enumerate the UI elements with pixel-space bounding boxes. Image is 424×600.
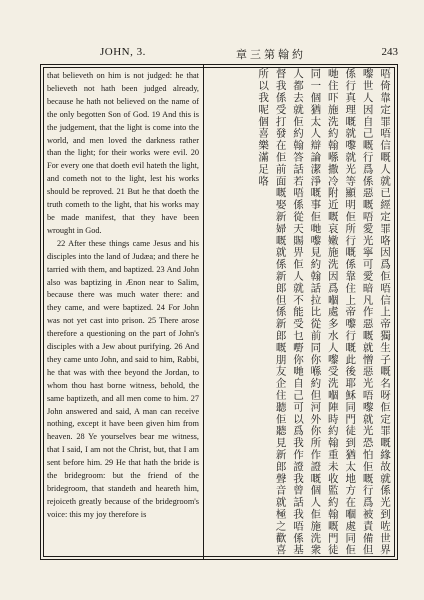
book-chapter-header: JOHN, 3. (100, 46, 146, 58)
chinese-chapter-header: 章三第翰約 (236, 49, 306, 61)
column-divider (203, 65, 204, 559)
english-paragraph-2: 22 After these things came Jesus and his disciples into the land of Judæa; and there he tarried with them, and baptized. 23 And John also was baptizing in Ænon near to Salim, because there was much water there: and they came, and were baptized. 24 For John was not yet cast into prison. 25 There arose therefore a questioning on the part of John's disciples with a Jew about purifying. 26 And they came unto John, and said to him, Rabbi, he that was with thee beyond the Jordan, to whom thou hast borne witness, behold, the same baptizeth, and all men come to him. 27 John answered and said, A man can receive nothing, except it have been given him from heaven. 28 Ye yourselves bear me witness, that I said, I am not the Christ, but, that I am sent before him. 29 He that hath the bride is the bridegroom: but the friend of the bridegroom, that standeth and heareth him, rejoiceth greatly because of the bridegroom's voice: this my joy therefore is (47, 238, 199, 519)
english-column (47, 70, 199, 522)
chinese-column (209, 68, 393, 556)
english-paragraph-1: that believeth on him is not judged: he that believeth not hath been judged already, because he hath not believed on the name of the only begotten Son of God. 19 And this is the judgement, that the light is come into the world, and men loved the darkness rather than the light; for their works were evil. 20 For every one that doeth evil hateth the light, and cometh not to the light, lest his works should be reproved. 21 But he that doeth the truth cometh to the light, that his works may be made manifest, that they have been wrought in God. (47, 71, 199, 235)
page-header (40, 46, 398, 62)
text-frame (40, 64, 398, 560)
chinese-vertical-text: 唔倚靠定罪唔信嘅人就已經定罪咯因爲佢唔信上帝獨生子嘅名呀佢定罪嘅緣故就係光到咗世界嚟世人因自己嘅行爲係惡嘅唔愛光寧可愛暗凡作惡嘅就憎惡光唔嚟就光恐怕佢嘅行爲被責備但係行真理嘅就嚟就光等顯明佢所行嘅係靠住上帝嚟行嘅此後耶穌同門徒到猶太地方在嗰處同佢哋住吓施洗約翰喺撒冷附近嘅哀嫩施洗因爲嗰處多水人嚟受洗嗰陣時約翰重未收監約翰嘅門徒同一個猶太人辯論潔淨嘅事佢哋嚟見約翰話拉比從前同你喺約但河外你所作證嘅個人佢施洗衆人都去就佢約翰答話若唔係從天賜畀佢人就不能受乜嘢你哋自己可以爲我作證我曾話我唔係基督我係受打發在佢前面嘅娶新婦嘅就係新郎但係新郎嘅朋友企住聽佢聽見新郎聲音就極之歡喜所以我呢個喜樂滿足咯 (257, 68, 391, 556)
page-number: 243 (381, 46, 398, 58)
